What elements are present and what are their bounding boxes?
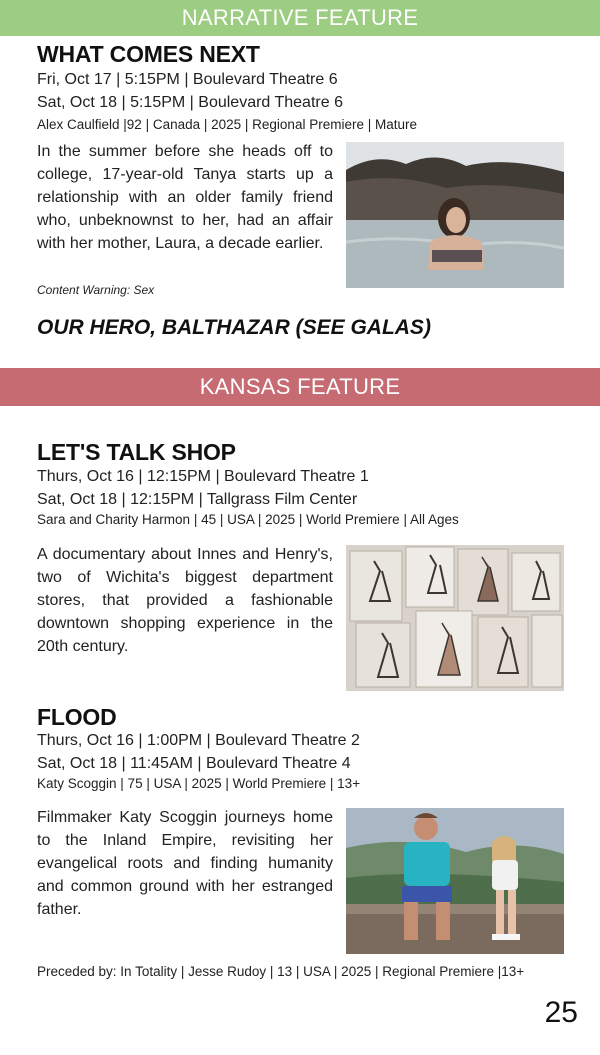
film-meta: Katy Scoggin | 75 | USA | 2025 | World Premiere | 13+	[37, 776, 361, 791]
showtime: Sat, Oct 18 | 12:15PM | Tallgrass Film Center	[37, 491, 358, 508]
film-still-fashion-sketches	[346, 545, 564, 691]
showtime: Thurs, Oct 16 | 12:15PM | Boulevard Theatre 1	[37, 468, 369, 485]
section-header-narrative: NARRATIVE FEATURE	[0, 0, 600, 36]
film-still-swimmer	[346, 142, 564, 288]
film-still-father-daughter	[346, 808, 564, 954]
showtime: Sat, Oct 18 | 5:15PM | Boulevard Theatre 6	[37, 94, 343, 111]
film-meta: Alex Caulfield |92 | Canada | 2025 | Regional Premiere | Mature	[37, 117, 417, 132]
film-title: WHAT COMES NEXT	[37, 41, 260, 67]
section-header-kansas: KANSAS FEATURE	[0, 368, 600, 406]
film-title: LET'S TALK SHOP	[37, 439, 236, 465]
showtime: Fri, Oct 17 | 5:15PM | Boulevard Theatre 6	[37, 71, 338, 88]
film-meta: Sara and Charity Harmon | 45 | USA | 2025 | World Premiere | All Ages	[37, 512, 459, 527]
film-description: A documentary about Innes and Henry's, two of Wichita's biggest department stores, that provided a fashionable downtown shopping experience in the 20th century.	[37, 546, 333, 655]
page-number: 25	[544, 996, 578, 1029]
gala-note: OUR HERO, BALTHAZAR (SEE GALAS)	[37, 316, 431, 339]
preceded-by-short: Preceded by: In Totality | Jesse Rudoy | 13 | USA | 2025 | Regional Premiere |13+	[37, 964, 525, 979]
showtime: Thurs, Oct 16 | 1:00PM | Boulevard Theatre 2	[37, 732, 360, 749]
showtime: Sat, Oct 18 | 11:45AM | Boulevard Theatre 4	[37, 755, 351, 772]
content-warning: Content Warning: Sex	[37, 283, 155, 297]
film-description: In the summer before she heads off to college, 17-year-old Tanya starts up a relationship with an older family friend who, unbeknownst to her, had an affair with her mother, Laura, a decade earlier.	[37, 143, 333, 252]
film-description: Filmmaker Katy Scoggin journeys home to the Inland Empire, revisiting her evangelical roots and finding humanity and common ground with her estranged father.	[37, 809, 333, 918]
film-title: FLOOD	[37, 704, 117, 730]
